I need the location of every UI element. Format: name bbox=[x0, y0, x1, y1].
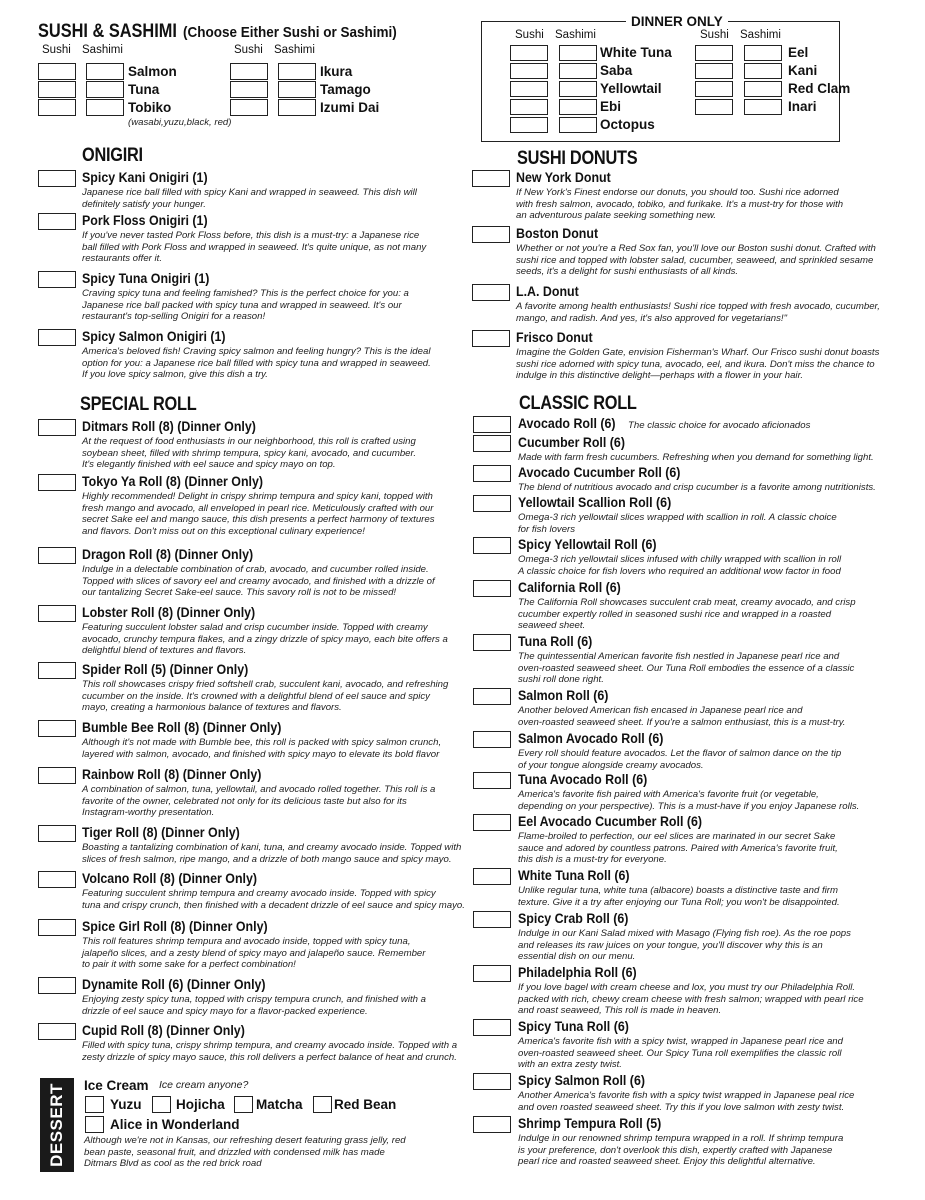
sashimi-qty-box[interactable] bbox=[278, 63, 316, 80]
qty-box[interactable] bbox=[473, 634, 511, 651]
menu-item-name: Spicy Kani Onigiri (1) bbox=[82, 170, 208, 185]
menu-item-desc: Japanese rice ball filled with spicy Kani and wrapped in seaweed. This dish will definitely satisfy your hunger. bbox=[82, 187, 417, 210]
item-name: Ebi bbox=[600, 99, 622, 114]
qty-box[interactable] bbox=[38, 547, 76, 564]
qty-box[interactable] bbox=[38, 1023, 76, 1040]
flavor-label: Yuzu bbox=[110, 1097, 142, 1112]
qty-box[interactable] bbox=[38, 271, 76, 288]
col-sushi-label: Sushi bbox=[42, 44, 71, 56]
sushi-qty-box[interactable] bbox=[695, 45, 733, 61]
menu-item-desc: If you love bagel with cream cheese and lox, you must try our Philadelphia Roll. packed with rich, chewy cream cheese with fresh salmon; wrapped with pearl rice and roast seaweed, This roll is made in heaven. bbox=[518, 982, 864, 1017]
sashimi-qty-box[interactable] bbox=[744, 63, 782, 79]
menu-item-desc: America's favorite fish with a spicy twist, wrapped in Japanese pearl rice and oven-roasted seaweed sheet. Our Spicy Tuna roll exemplifies the classic roll with an extra zesty twist. bbox=[518, 1036, 843, 1071]
menu-item-desc: Featuring succulent shrimp tempura and creamy avocado inside. Topped with spicy tuna and crispy crunch, then finished with a decadent drizzle of eel sauce and spicy mayo. bbox=[82, 888, 465, 911]
menu-item-desc: A combination of salmon, tuna, yellowtail, and avocado rolled together. This roll is a favorite of the owner, celebrated not only for its delicious taste but also for its Instagram-worthy presentation. bbox=[82, 784, 436, 819]
menu-item-desc: Imagine the Golden Gate, envision Fisherman's Wharf. Our Frisco sushi donut boasts sushi rice adorned with spicy tuna, avocado, eel, and ikura. Don't miss the chance to indulge in this distinctive delight—perhaps with a flower in your hair. bbox=[516, 347, 880, 382]
menu-item-name: White Tuna Roll (6) bbox=[518, 868, 630, 883]
menu-item-name: Salmon Avocado Roll (6) bbox=[518, 731, 664, 746]
sushi-sashimi-title: SUSHI & SASHIMI (Choose Either Sushi or Sashimi) bbox=[38, 21, 397, 42]
dinner-only-title: DINNER ONLY bbox=[626, 14, 728, 29]
menu-item-desc: Every roll should feature avocados. Let the flavor of salmon dance on the tip of your tongue alongside creamy avocados. bbox=[518, 748, 842, 771]
menu-item-desc: If New York's Finest endorse our donuts, you should too. Sushi rice adorned with fresh salmon, avocado, tobiko, and furikake. It's a must-try for those with an adventurous palate seeking something new. bbox=[516, 187, 844, 222]
menu-item-desc: Omega-3 rich yellowtail slices infused with chilly wrapped with scallion in roll A classic choice for fish lovers who required an additional wow factor in food bbox=[518, 554, 842, 577]
item-name: Yellowtail bbox=[600, 81, 662, 96]
menu-item-name: L.A. Donut bbox=[516, 284, 579, 299]
sashimi-qty-box[interactable] bbox=[278, 99, 316, 116]
menu-item-name: Tokyo Ya Roll (8) (Dinner Only) bbox=[82, 474, 264, 489]
menu-item-name: New York Donut bbox=[516, 170, 611, 185]
menu-item-name: Cucumber Roll (6) bbox=[518, 435, 625, 450]
col-sashimi-label: Sashimi bbox=[555, 29, 596, 41]
item-name: Tamago bbox=[320, 82, 371, 97]
qty-box[interactable] bbox=[473, 911, 511, 928]
item-name: Eel bbox=[788, 45, 809, 60]
sushi-qty-box[interactable] bbox=[695, 81, 733, 97]
qty-box[interactable] bbox=[38, 767, 76, 784]
qty-box[interactable] bbox=[38, 329, 76, 346]
qty-box[interactable] bbox=[38, 213, 76, 230]
sashimi-qty-box[interactable] bbox=[86, 81, 124, 98]
sushi-qty-box[interactable] bbox=[38, 99, 76, 116]
menu-item-name: Shrimp Tempura Roll (5) bbox=[518, 1116, 662, 1131]
qty-box[interactable] bbox=[473, 868, 511, 885]
menu-item-name: Spicy Tuna Roll (6) bbox=[518, 1019, 629, 1034]
col-sushi-label: Sushi bbox=[515, 29, 544, 41]
menu-item-name: Avocado Cucumber Roll (6) bbox=[518, 465, 681, 480]
qty-box[interactable] bbox=[473, 772, 511, 789]
qty-box[interactable] bbox=[473, 688, 511, 705]
menu-item-desc: Highly recommended! Delight in crispy shrimp tempura and spicy kani, topped with fresh mango and avocado, all enveloped in pearl rice. Meticulously crafted with our secret Sake eel and mango sauce, this dish presents a perfect harmony of textures and flavors. Don't miss out on this exceptional culinary experience! bbox=[82, 491, 435, 537]
qty-box[interactable] bbox=[472, 170, 510, 187]
qty-box[interactable] bbox=[473, 965, 511, 982]
sashimi-qty-box[interactable] bbox=[559, 63, 597, 79]
menu-item-name: Salmon Roll (6) bbox=[518, 688, 609, 703]
menu-item-name: Tuna Avocado Roll (6) bbox=[518, 772, 648, 787]
sushi-qty-box[interactable] bbox=[230, 63, 268, 80]
sushi-qty-box[interactable] bbox=[510, 117, 548, 133]
sushi-qty-box[interactable] bbox=[230, 99, 268, 116]
onigiri-title: ONIGIRI bbox=[82, 145, 143, 166]
flavor-label: Matcha bbox=[256, 1097, 303, 1112]
tobiko-note: (wasabi,yuzu,black, red) bbox=[128, 117, 232, 128]
qty-box[interactable] bbox=[38, 825, 76, 842]
menu-item-desc: This roll showcases crispy fried softshell crab, succulent kani, avocado, and refreshing cucumber on the inside. It's crowned with a delightful blend of eel sauce and spicy mayo, creating a harmonious balance of textures and flavors. bbox=[82, 679, 449, 714]
sashimi-qty-box[interactable] bbox=[86, 63, 124, 80]
menu-item-name: Spicy Salmon Onigiri (1) bbox=[82, 329, 226, 344]
sashimi-qty-box[interactable] bbox=[86, 99, 124, 116]
item-name: Octopus bbox=[600, 117, 655, 132]
menu-item-desc: The blend of nutritious avocado and crisp cucumber is a favorite among nutritionists. bbox=[518, 482, 876, 493]
menu-item-name: Spicy Yellowtail Roll (6) bbox=[518, 537, 657, 552]
qty-box[interactable] bbox=[473, 465, 511, 482]
menu-item-name: Philadelphia Roll (6) bbox=[518, 965, 637, 980]
menu-item-name: Rainbow Roll (8) (Dinner Only) bbox=[82, 767, 262, 782]
sashimi-qty-box[interactable] bbox=[559, 99, 597, 115]
menu-item-name: Avocado Roll (6) bbox=[518, 416, 616, 431]
qty-box[interactable] bbox=[472, 284, 510, 301]
qty-box[interactable] bbox=[38, 871, 76, 888]
col-sashimi-label: Sashimi bbox=[82, 44, 123, 56]
item-name: White Tuna bbox=[600, 45, 672, 60]
menu-item-desc: Made with farm fresh cucumbers. Refreshing when you demand for something light. bbox=[518, 452, 874, 463]
alice-label: Alice in Wonderland bbox=[110, 1117, 240, 1132]
menu-item-name: Spicy Crab Roll (6) bbox=[518, 911, 629, 926]
alice-checkbox[interactable] bbox=[85, 1116, 104, 1133]
menu-item-name: Bumble Bee Roll (8) (Dinner Only) bbox=[82, 720, 282, 735]
menu-item-name: Spider Roll (5) (Dinner Only) bbox=[82, 662, 249, 677]
sushi-qty-box[interactable] bbox=[230, 81, 268, 98]
qty-box[interactable] bbox=[38, 720, 76, 737]
yuzu-checkbox[interactable] bbox=[85, 1096, 104, 1113]
flavor-label: Red Bean bbox=[334, 1097, 397, 1112]
menu-item-name: Volcano Roll (8) (Dinner Only) bbox=[82, 871, 258, 886]
sushi-qty-box[interactable] bbox=[38, 63, 76, 80]
ice-cream-label: Ice Cream bbox=[84, 1078, 149, 1093]
qty-box[interactable] bbox=[473, 731, 511, 748]
menu-item-name: Pork Floss Onigiri (1) bbox=[82, 213, 208, 228]
sushi-qty-box[interactable] bbox=[510, 99, 548, 115]
menu-item-name: Tuna Roll (6) bbox=[518, 634, 593, 649]
qty-box[interactable] bbox=[473, 814, 511, 831]
menu-item-desc: Enjoying zesty spicy tuna, topped with crispy tempura crunch, and finished with a drizzle of eel sauce and spicy mayo for a flavor-packed experience. bbox=[82, 994, 426, 1017]
qty-box[interactable] bbox=[472, 226, 510, 243]
col-sushi-label: Sushi bbox=[234, 44, 263, 56]
menu-item-desc: The quintessential American favorite fish nestled in Japanese pearl rice and oven-roasted seaweed sheet. Our Tuna Roll embodies the essence of a classic sushi roll done right. bbox=[518, 651, 855, 686]
item-name: Inari bbox=[788, 99, 817, 114]
menu-item-note: The classic choice for avocado aficionados bbox=[628, 420, 811, 431]
menu-item-name: Frisco Donut bbox=[516, 330, 593, 345]
menu-item-desc: America's beloved fish! Craving spicy salmon and feeling hungry? This is the ideal option for you: a Japanese rice ball filled with spicy tuna and wrapped in seaweed. If you love spicy salmon, give this dish a try. bbox=[82, 346, 431, 381]
menu-item-name: Spicy Tuna Onigiri (1) bbox=[82, 271, 210, 286]
menu-item-name: Eel Avocado Cucumber Roll (6) bbox=[518, 814, 703, 829]
menu-item-desc: The California Roll showcases succulent crab meat, creamy avocado, and crisp cucumber expertly rolled in seasoned sushi rice and wrapped in a roasted seaweed sheet. bbox=[518, 597, 856, 632]
item-name: Saba bbox=[600, 63, 633, 78]
col-sashimi-label: Sashimi bbox=[740, 29, 781, 41]
menu-item-name: Ditmars Roll (8) (Dinner Only) bbox=[82, 419, 256, 434]
sashimi-qty-box[interactable] bbox=[559, 81, 597, 97]
sushi-donuts-title: SUSHI DONUTS bbox=[517, 148, 638, 169]
qty-box[interactable] bbox=[473, 537, 511, 554]
menu-item-name: Dynamite Roll (6) (Dinner Only) bbox=[82, 977, 266, 992]
col-sashimi-label: Sashimi bbox=[274, 44, 315, 56]
qty-box[interactable] bbox=[472, 330, 510, 347]
qty-box[interactable] bbox=[473, 435, 511, 452]
item-name: Izumi Dai bbox=[320, 100, 380, 115]
dessert-label: DESSERT bbox=[47, 1083, 66, 1167]
qty-box[interactable] bbox=[473, 580, 511, 597]
sashimi-qty-box[interactable] bbox=[744, 81, 782, 97]
sushi-qty-box[interactable] bbox=[695, 99, 733, 115]
matcha-checkbox[interactable] bbox=[234, 1096, 253, 1113]
sushi-qty-box[interactable] bbox=[510, 45, 548, 61]
menu-item-desc: Another beloved American fish encased in Japanese pearl rice and oven-roasted seaweed sheet. If you're a salmon enthusiast, this is a must-try. bbox=[518, 705, 846, 728]
qty-box[interactable] bbox=[38, 605, 76, 622]
sushi-qty-box[interactable] bbox=[510, 63, 548, 79]
menu-item-name: Boston Donut bbox=[516, 226, 599, 241]
menu-item-desc: Craving spicy tuna and feeling famished? This is the perfect choice for you: a Japanese rice ball packed with spicy tuna and wrapped in seaweed. It's our restaurant's top-selling Onigiri for a reason! bbox=[82, 288, 409, 323]
menu-item-desc: America's favorite fish paired with America's favorite fruit (or vegetable, depending on your perspective). This is a must-have if you enjoy Japanese rolls. bbox=[518, 789, 860, 812]
menu-item-name: Dragon Roll (8) (Dinner Only) bbox=[82, 547, 254, 562]
menu-item-desc: At the request of food enthusiasts in our neighborhood, this roll is crafted using soybean sheet, filled with shrimp tempura, spicy kani, avocado, and cucumber. It's elegantly finished with eel sauce and spicy mayo on top. bbox=[82, 436, 416, 471]
menu-item-desc: Unlike regular tuna, white tuna (albacore) boasts a distinctive taste and firm texture. Give it a try after enjoying our Tuna Roll; you won't be disappointed. bbox=[518, 885, 840, 908]
menu-item-desc: Although it's not made with Bumble bee, this roll is packed with spicy salmon crunch, layered with salmon, avocado, and finished with spicy mayo to elevate its bold flavor bbox=[82, 737, 442, 760]
ice-cream-note: Ice cream anyone? bbox=[159, 1079, 249, 1091]
hojicha-checkbox[interactable] bbox=[152, 1096, 171, 1113]
menu-item-desc: Another America's favorite fish with a spicy twist wrapped in Japanese peal rice and oven roasted seaweed sheet. Try this if you love salmon with zesty twist. bbox=[518, 1090, 855, 1113]
menu-item-name: Lobster Roll (8) (Dinner Only) bbox=[82, 605, 256, 620]
sashimi-qty-box[interactable] bbox=[559, 117, 597, 133]
menu-item-desc: Filled with spicy tuna, crispy shrimp tempura, and creamy avocado inside. Topped with a zesty drizzle of spicy mayo sauce, this roll delivers a perfect balance of heat and crunch. bbox=[82, 1040, 458, 1063]
classic-roll-title: CLASSIC ROLL bbox=[519, 393, 637, 414]
sushi-qty-box[interactable] bbox=[510, 81, 548, 97]
item-name: Ikura bbox=[320, 64, 353, 79]
menu-item-name: Cupid Roll (8) (Dinner Only) bbox=[82, 1023, 245, 1038]
sashimi-qty-box[interactable] bbox=[559, 45, 597, 61]
item-name: Red Clam bbox=[788, 81, 851, 96]
qty-box[interactable] bbox=[473, 1073, 511, 1090]
menu-item-desc: If you've never tasted Pork Floss before, this dish is a must-try: a Japanese rice ball filled with Pork Floss and wrapped in seaweed. It's quite unique, as not many restaurants offer it. bbox=[82, 230, 427, 265]
menu-item-desc: This roll features shrimp tempura and avocado inside, topped with spicy tuna, jalapeño slices, and a zesty blend of spicy mayo and jalapeño sauce. Remember to pair it with some sake for a perfect combination! bbox=[82, 936, 426, 971]
menu-item-desc: Boasting a tantalizing combination of kani, tuna, and creamy avocado inside. Topped with slices of fresh salmon, ripe mango, and a drizzle of both mango sauce and spicy mayo. bbox=[82, 842, 462, 865]
menu-item-name: Spice Girl Roll (8) (Dinner Only) bbox=[82, 919, 268, 934]
qty-box[interactable] bbox=[473, 495, 511, 512]
menu-item-name: Tiger Roll (8) (Dinner Only) bbox=[82, 825, 240, 840]
menu-item-name: Spicy Salmon Roll (6) bbox=[518, 1073, 645, 1088]
menu-item-desc: Indulge in a delectable combination of crab, avocado, and cucumber rolled inside. Topped with slices of savory eel and creamy avocado, and finished with a drizzle of our tantalizing Secret Sake-eel sauce. This savory roll is not to be missed! bbox=[82, 564, 435, 599]
alice-desc: Although we're not in Kansas, our refreshing desert featuring grass jelly, red bean paste, seasonal fruit, and drizzled with condensed milk has made Ditmars Blvd as cool as the red brick road bbox=[84, 1135, 406, 1170]
menu-item-desc: Indulge in our Kani Salad mixed with Masago (Flying fish roe). As the roe pops and releases its raw juices on your tongue, you'll discover why this is an essential dish on our menu. bbox=[518, 928, 851, 963]
item-name: Tuna bbox=[128, 82, 160, 97]
menu-item-desc: A favorite among health enthusiasts! Sushi rice topped with fresh avocado, cucumber, mango, and radish. And yes, it's also approved for vegetarians!" bbox=[516, 301, 880, 324]
red-bean-checkbox[interactable] bbox=[313, 1096, 332, 1113]
item-name: Salmon bbox=[128, 64, 177, 79]
sashimi-qty-box[interactable] bbox=[744, 99, 782, 115]
qty-box[interactable] bbox=[38, 662, 76, 679]
qty-box[interactable] bbox=[473, 1116, 511, 1133]
qty-box[interactable] bbox=[38, 170, 76, 187]
menu-item-desc: Flame-broiled to perfection, our eel slices are marinated in our secret Sake sauce and adored by countless patrons. Paired with America's favorite fruit, this dish is a must-try for everyone. bbox=[518, 831, 838, 866]
qty-box[interactable] bbox=[38, 474, 76, 491]
qty-box[interactable] bbox=[473, 416, 511, 433]
special-roll-title: SPECIAL ROLL bbox=[80, 394, 197, 415]
menu-item-name: Yellowtail Scallion Roll (6) bbox=[518, 495, 672, 510]
qty-box[interactable] bbox=[473, 1019, 511, 1036]
qty-box[interactable] bbox=[38, 977, 76, 994]
flavor-label: Hojicha bbox=[176, 1097, 225, 1112]
menu-item-name: California Roll (6) bbox=[518, 580, 621, 595]
sushi-qty-box[interactable] bbox=[695, 63, 733, 79]
sashimi-qty-box[interactable] bbox=[744, 45, 782, 61]
item-name: Tobiko bbox=[128, 100, 172, 115]
qty-box[interactable] bbox=[38, 919, 76, 936]
dessert-label-bar bbox=[40, 1078, 74, 1172]
menu-item-desc: Featuring succulent lobster salad and crisp cucumber inside. Topped with creamy avocado, crunchy tempura flakes, and a zingy drizzle of spicy mayo, each bite offers a delightful blend of textures and flavors. bbox=[82, 622, 448, 657]
menu-item-desc: Omega-3 rich yellowtail slices wrapped with scallion in roll. A classic choice for fish lovers bbox=[518, 512, 837, 535]
sashimi-qty-box[interactable] bbox=[278, 81, 316, 98]
menu-item-desc: Whether or not you're a Red Sox fan, you'll love our Boston sushi donut. Crafted with sushi rice and topped with lobster salad, cucumber, seaweed, and sprinkled sesame seeds, it's a delight for sushi enthusiasts of all kinds. bbox=[516, 243, 876, 278]
sushi-qty-box[interactable] bbox=[38, 81, 76, 98]
menu-item-desc: Indulge in our renowned shrimp tempura wrapped in a roll. If shrimp tempura is your preference, don't overlook this dish, expertly crafted with Japanese pearl rice and roasted seaweed sheet. Enjoy this delightful alternative. bbox=[518, 1133, 844, 1168]
item-name: Kani bbox=[788, 63, 818, 78]
qty-box[interactable] bbox=[38, 419, 76, 436]
col-sushi-label: Sushi bbox=[700, 29, 729, 41]
